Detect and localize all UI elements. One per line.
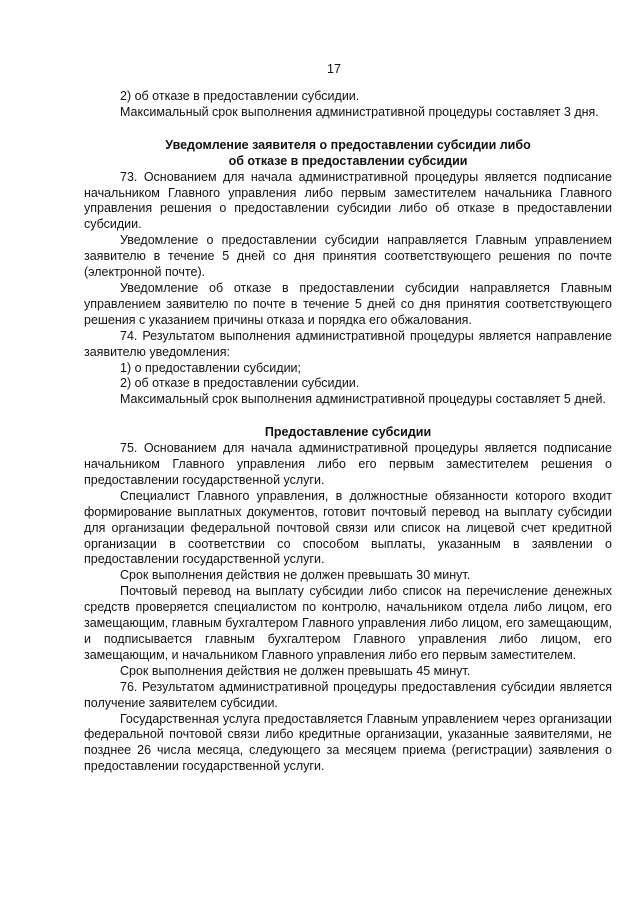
paragraph-max-term-3-days: Максимальный срок выполнения административной процедуры составляет 3 дня. bbox=[120, 104, 599, 119]
section-heading-notification-line2: об отказе в предоставлении субсидии bbox=[228, 153, 468, 168]
paragraph-refusal-item: 2) об отказе в предоставлении субсидии. bbox=[120, 89, 360, 103]
paragraph-74: 74. Результатом выполнения административной процедуры является направление заявителю уведомления: bbox=[84, 328, 612, 359]
page-number: 17 bbox=[327, 62, 341, 76]
paragraph-term-30-min: Срок выполнения действия не должен превышать 30 минут. bbox=[120, 568, 471, 583]
paragraph-service-provision: Государственная услуга предоставляется Главным управлением через организации федеральной почтовой связи либо кредитные организации, указанные заявителями, не позднее 26 числа месяца, следующего за месяцем приема (регистрации) заявления о предоставлении государственной услуги. bbox=[84, 711, 612, 774]
paragraph-75: 75. Основанием для начала административной процедуры является подписание начальником Главного управления либо его первым заместителем решения о предоставлении государственной услуги. bbox=[84, 441, 612, 487]
paragraph-notice-grant: Уведомление о предоставлении субсидии направляется Главным управлением заявителю в течение 5 дней со дня принятия соответствующего решения по почте (электронной почте). bbox=[84, 233, 612, 280]
paragraph-specialist-duties: Специалист Главного управления, в должностные обязанности которого входит формирование выплатных документов, готовит почтовый перевод на выплату субсидии для организации федеральной почтовой связи или список на лицевой счет кредитной организации в соответствии со способом выплаты, указанным в заявлении о предоставлении государственной услуги. bbox=[84, 488, 612, 567]
paragraph-76: 76. Результатом административной процедуры предоставления субсидии является получение заявителем субсидии. bbox=[84, 679, 612, 710]
paragraph-notice-refusal: Уведомление об отказе в предоставлении субсидии направляется Главным управлением заявителю по почте в течение 5 дней со дня принятия соответствующего решения с указанием причины отказа и порядка его обжалования. bbox=[84, 280, 612, 327]
list-item-grant: 1) о предоставлении субсидии; bbox=[120, 360, 302, 375]
paragraph-term-45-min: Срок выполнения действия не должен превышать 45 минут. bbox=[120, 663, 471, 678]
paragraph-73: 73. Основанием для начала административной процедуры является подписание начальником Главного управления либо первым заместителем начальника Главного управления решения о предоставлении субсидии либо об отказе в предоставлении субсидии. bbox=[84, 169, 612, 232]
list-item-refusal: 2) об отказе в предоставлении субсидии. bbox=[120, 376, 360, 391]
paragraph-max-term-5-days: Максимальный срок выполнения административной процедуры составляет 5 дней. bbox=[120, 392, 606, 407]
section-heading-subsidy-provision: Предоставление субсидии bbox=[264, 425, 432, 440]
paragraph-transfer-check: Почтовый перевод на выплату субсидии либо список на перечисление денежных средств проверяется специалистом по контролю, начальником отдела либо лицом, его замещающим, главным бухгалтером Главного управления либо лицом, его замещающим, и подписывается главным бухгалтером Главного управления либо лицом, его замещающим, и начальником Главного управления либо его первым заместителем. bbox=[84, 584, 612, 662]
section-heading-notification-line1: Уведомление заявителя о предоставлении субсидии либо bbox=[165, 137, 531, 152]
